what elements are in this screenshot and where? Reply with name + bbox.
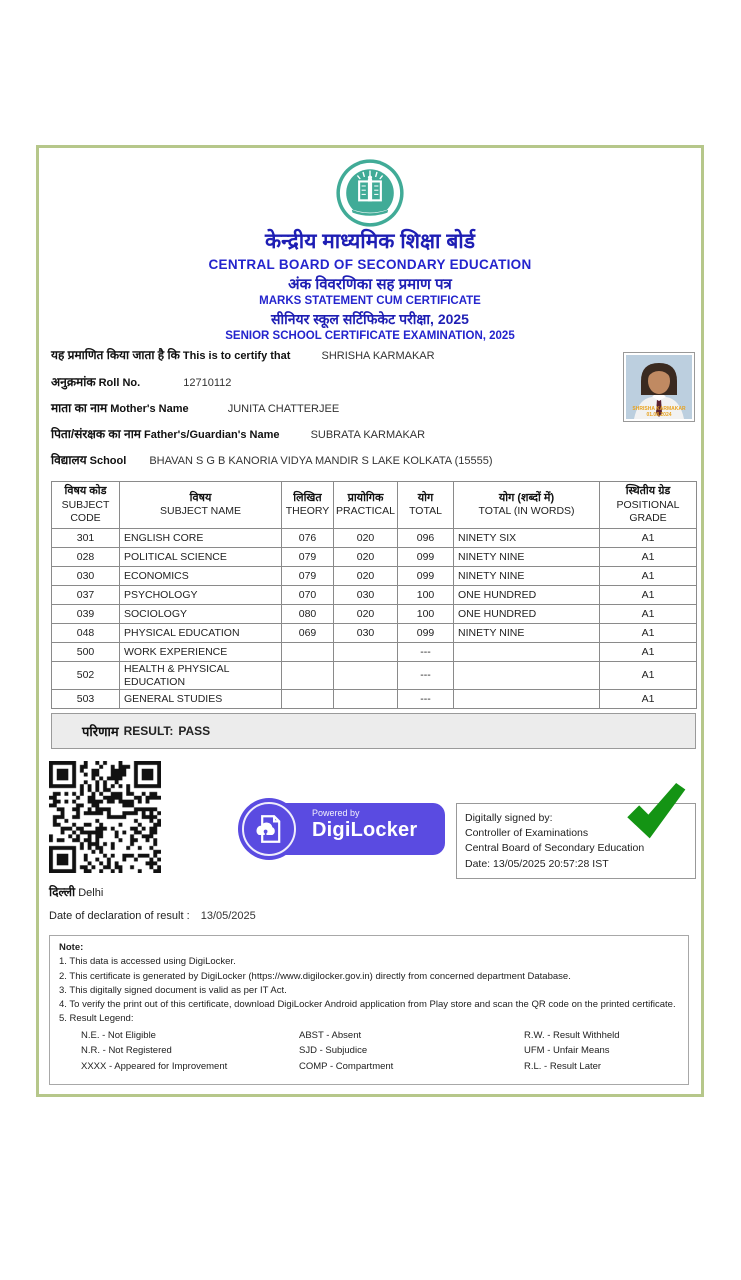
legend-item: UFM - Unfair Means bbox=[524, 1045, 610, 1057]
result-value: PASS bbox=[178, 724, 211, 739]
signature-line-1: Digitally signed by: bbox=[465, 812, 553, 824]
table-row bbox=[52, 586, 697, 605]
table-row bbox=[52, 605, 697, 624]
table-row bbox=[52, 624, 697, 643]
col-positional-grade: स्थितीय ग्रेड POSITIONAL GRADE bbox=[600, 482, 697, 529]
result-label-english: RESULT: bbox=[123, 724, 174, 739]
cell-grade: A1 bbox=[600, 662, 697, 690]
note-item: 5. Result Legend: bbox=[59, 1013, 134, 1025]
cell-practical: 020 bbox=[334, 529, 398, 548]
table-row bbox=[52, 529, 697, 548]
cell-name: WORK EXPERIENCE bbox=[120, 643, 282, 662]
roll-number: 12710112 bbox=[183, 377, 232, 389]
legend-column bbox=[524, 1028, 679, 1075]
photo-caption-name: SHRISHA KARMAKAR bbox=[632, 406, 686, 412]
note-item: 2. This certificate is generated by DigiLocker (https://www.digilocker.gov.in) directly from concerned department Database. bbox=[59, 970, 571, 982]
board-name-hindi: केन्द्रीय माध्यमिक शिक्षा बोर्ड bbox=[265, 230, 475, 253]
cell-words bbox=[454, 643, 600, 662]
note-title: Note: bbox=[59, 942, 84, 953]
declaration-label: Date of declaration of result : bbox=[49, 910, 190, 922]
exam-title-english: SENIOR SCHOOL CERTIFICATE EXAMINATION, 2025 bbox=[225, 330, 515, 343]
father-name: SUBRATA KARMAKAR bbox=[310, 429, 426, 441]
school-label-hindi: विद्यालय bbox=[51, 453, 87, 467]
cell-theory bbox=[282, 662, 334, 690]
cell-practical: 020 bbox=[334, 605, 398, 624]
digilocker-icon-ring bbox=[242, 802, 296, 856]
cell-words bbox=[454, 690, 600, 709]
certificate-frame bbox=[36, 145, 704, 1097]
cell-code: 301 bbox=[52, 529, 120, 548]
cell-theory bbox=[282, 643, 334, 662]
cell-name: PSYCHOLOGY bbox=[120, 586, 282, 605]
result-legend-columns bbox=[59, 1028, 679, 1075]
certify-label-english: This is to certify that bbox=[182, 350, 291, 362]
signature-line-3: Central Board of Secondary Education bbox=[465, 842, 645, 855]
cell-grade: A1 bbox=[600, 690, 697, 709]
cell-code: 039 bbox=[52, 605, 120, 624]
cell-theory bbox=[282, 690, 334, 709]
cell-grade: A1 bbox=[600, 548, 697, 567]
cell-name: ENGLISH CORE bbox=[120, 529, 282, 548]
cell-practical: 020 bbox=[334, 567, 398, 586]
school-line bbox=[51, 451, 493, 468]
legend-column bbox=[59, 1028, 299, 1075]
note-item: 4. To verify the print out of this certificate, download DigiLocker Android application from Play store and scan the QR code on the printed certificate. bbox=[59, 999, 676, 1010]
cell-total: 099 bbox=[398, 624, 454, 643]
table-row bbox=[52, 548, 697, 567]
student-photo-image bbox=[626, 355, 692, 419]
note-item: 3. This digitally signed document is valid as per IT Act. bbox=[59, 984, 287, 996]
marks-table bbox=[51, 481, 697, 709]
digital-signature-box bbox=[456, 803, 696, 879]
legend-item: R.W. - Result Withheld bbox=[524, 1029, 620, 1041]
cell-words: ONE HUNDRED bbox=[454, 605, 600, 624]
certificate-header bbox=[39, 230, 701, 343]
cell-grade: A1 bbox=[600, 567, 697, 586]
student-photo bbox=[623, 352, 695, 422]
school-name: BHAVAN S G B KANORIA VIDYA MANDIR S LAKE KOLKATA (15555) bbox=[149, 455, 493, 467]
roll-label-english: Roll No. bbox=[98, 377, 141, 389]
cell-code: 037 bbox=[52, 586, 120, 605]
cell-grade: A1 bbox=[600, 529, 697, 548]
photo-caption bbox=[626, 407, 692, 418]
cell-code: 028 bbox=[52, 548, 120, 567]
cell-total: 096 bbox=[398, 529, 454, 548]
note-item: 1. This data is accessed using DigiLocker. bbox=[59, 956, 236, 968]
cell-name: POLITICAL SCIENCE bbox=[120, 548, 282, 567]
exam-title-hindi: सीनियर स्कूल सर्टिफिकेट परीक्षा, 2025 bbox=[271, 311, 469, 328]
marks-table-wrap bbox=[51, 481, 696, 749]
cell-total: 100 bbox=[398, 586, 454, 605]
cell-name: HEALTH & PHYSICAL EDUCATION bbox=[120, 662, 282, 690]
legend-item: COMP - Compartment bbox=[299, 1060, 394, 1072]
cell-theory: 070 bbox=[282, 586, 334, 605]
board-name-english: CENTRAL BOARD OF SECONDARY EDUCATION bbox=[208, 257, 532, 273]
cell-total: --- bbox=[398, 643, 454, 662]
father-label-english: Father's/Guardian's Name bbox=[144, 429, 280, 441]
col-theory: लिखित THEORY bbox=[282, 482, 334, 529]
roll-line bbox=[51, 373, 231, 390]
col-subject-code: विषय कोड SUBJECT CODE bbox=[52, 482, 120, 529]
cell-words: ONE HUNDRED bbox=[454, 586, 600, 605]
cell-total: --- bbox=[398, 662, 454, 690]
cell-code: 502 bbox=[52, 662, 120, 690]
digilocker-icon bbox=[238, 798, 300, 860]
note-items bbox=[59, 955, 679, 1026]
cell-practical: 030 bbox=[334, 586, 398, 605]
digilocker-brand-label: DigiLocker bbox=[312, 819, 418, 841]
digilocker-badge bbox=[238, 798, 452, 860]
cell-theory: 076 bbox=[282, 529, 334, 548]
declaration-date: 13/05/2025 bbox=[200, 910, 256, 922]
table-row bbox=[52, 662, 697, 690]
table-row bbox=[52, 567, 697, 586]
mother-label-english: Mother's Name bbox=[110, 403, 189, 415]
cell-grade: A1 bbox=[600, 586, 697, 605]
photo-caption-date: 01.08.2024 bbox=[646, 411, 672, 418]
certify-line bbox=[51, 346, 435, 363]
cell-total: 099 bbox=[398, 548, 454, 567]
cell-total: 100 bbox=[398, 605, 454, 624]
signature-line-2: Controller of Examinations bbox=[465, 827, 589, 840]
marks-table-header-row bbox=[52, 482, 697, 529]
legend-item: N.E. - Not Eligible bbox=[81, 1029, 156, 1041]
legend-column bbox=[299, 1028, 524, 1075]
cbse-logo-wrap bbox=[39, 158, 701, 233]
col-total-words: योग (शब्दों में) TOTAL (IN WORDS) bbox=[454, 482, 600, 529]
declaration-line bbox=[49, 910, 256, 922]
cell-theory: 080 bbox=[282, 605, 334, 624]
cbse-logo-icon bbox=[335, 158, 405, 228]
legend-item: ABST - Absent bbox=[299, 1029, 362, 1041]
cell-grade: A1 bbox=[600, 624, 697, 643]
father-label-hindi: पिता/संरक्षक का नाम bbox=[51, 427, 141, 441]
cell-words: NINETY NINE bbox=[454, 567, 600, 586]
cell-name: SOCIOLOGY bbox=[120, 605, 282, 624]
roll-label-hindi: अनुक्रमांक bbox=[51, 375, 96, 389]
mother-label-hindi: माता का नाम bbox=[51, 401, 108, 415]
cell-practical: 020 bbox=[334, 548, 398, 567]
table-row bbox=[52, 643, 697, 662]
signature-date: Date: 13/05/2025 20:57:28 IST bbox=[465, 857, 609, 870]
col-total: योग TOTAL bbox=[398, 482, 454, 529]
cell-practical bbox=[334, 690, 398, 709]
cell-practical bbox=[334, 643, 398, 662]
legend-item: XXXX - Appeared for Improvement bbox=[81, 1060, 228, 1072]
cell-total: 099 bbox=[398, 567, 454, 586]
cell-practical: 030 bbox=[334, 624, 398, 643]
cell-words: NINETY NINE bbox=[454, 624, 600, 643]
powered-by-label: Powered by bbox=[312, 808, 360, 818]
marks-table-body bbox=[52, 529, 697, 709]
cell-grade: A1 bbox=[600, 605, 697, 624]
doc-title-hindi: अंक विवरणिका सह प्रमाण पत्र bbox=[288, 275, 452, 293]
cell-code: 030 bbox=[52, 567, 120, 586]
cell-name: PHYSICAL EDUCATION bbox=[120, 624, 282, 643]
doc-title-english: MARKS STATEMENT CUM CERTIFICATE bbox=[259, 294, 481, 307]
cell-total: --- bbox=[398, 690, 454, 709]
cell-code: 500 bbox=[52, 643, 120, 662]
result-strip bbox=[51, 713, 696, 749]
cell-theory: 079 bbox=[282, 567, 334, 586]
cell-grade: A1 bbox=[600, 643, 697, 662]
certify-label-hindi: यह प्रमाणित किया जाता है कि bbox=[51, 348, 180, 362]
cell-words: NINETY SIX bbox=[454, 529, 600, 548]
mother-name: JUNITA CHATTERJEE bbox=[227, 403, 340, 415]
place-hindi: दिल्ली bbox=[49, 885, 76, 899]
father-line bbox=[51, 425, 425, 442]
legend-item: N.R. - Not Registered bbox=[81, 1045, 172, 1057]
cell-words bbox=[454, 662, 600, 690]
cell-name: ECONOMICS bbox=[120, 567, 282, 586]
legend-item: SJD - Subjudice bbox=[299, 1045, 368, 1057]
place-english: Delhi bbox=[78, 887, 104, 899]
cell-code: 048 bbox=[52, 624, 120, 643]
cell-theory: 069 bbox=[282, 624, 334, 643]
cell-code: 503 bbox=[52, 690, 120, 709]
cell-words: NINETY NINE bbox=[454, 548, 600, 567]
table-row bbox=[52, 690, 697, 709]
cell-theory: 079 bbox=[282, 548, 334, 567]
digilocker-badge-text bbox=[312, 808, 417, 842]
green-checkmark-icon bbox=[622, 779, 688, 845]
cell-practical bbox=[334, 662, 398, 690]
school-label-english: School bbox=[89, 455, 127, 467]
col-subject-name: विषय SUBJECT NAME bbox=[120, 482, 282, 529]
cell-name: GENERAL STUDIES bbox=[120, 690, 282, 709]
result-label-hindi: परिणाम bbox=[82, 724, 119, 740]
student-name: SHRISHA KARMAKAR bbox=[321, 350, 435, 362]
col-practical: प्रायोगिक PRACTICAL bbox=[334, 482, 398, 529]
legend-item: R.L. - Result Later bbox=[524, 1060, 602, 1072]
place-line bbox=[49, 883, 103, 900]
note-box bbox=[49, 935, 689, 1085]
mother-line bbox=[51, 399, 339, 416]
qr-code bbox=[49, 761, 161, 873]
